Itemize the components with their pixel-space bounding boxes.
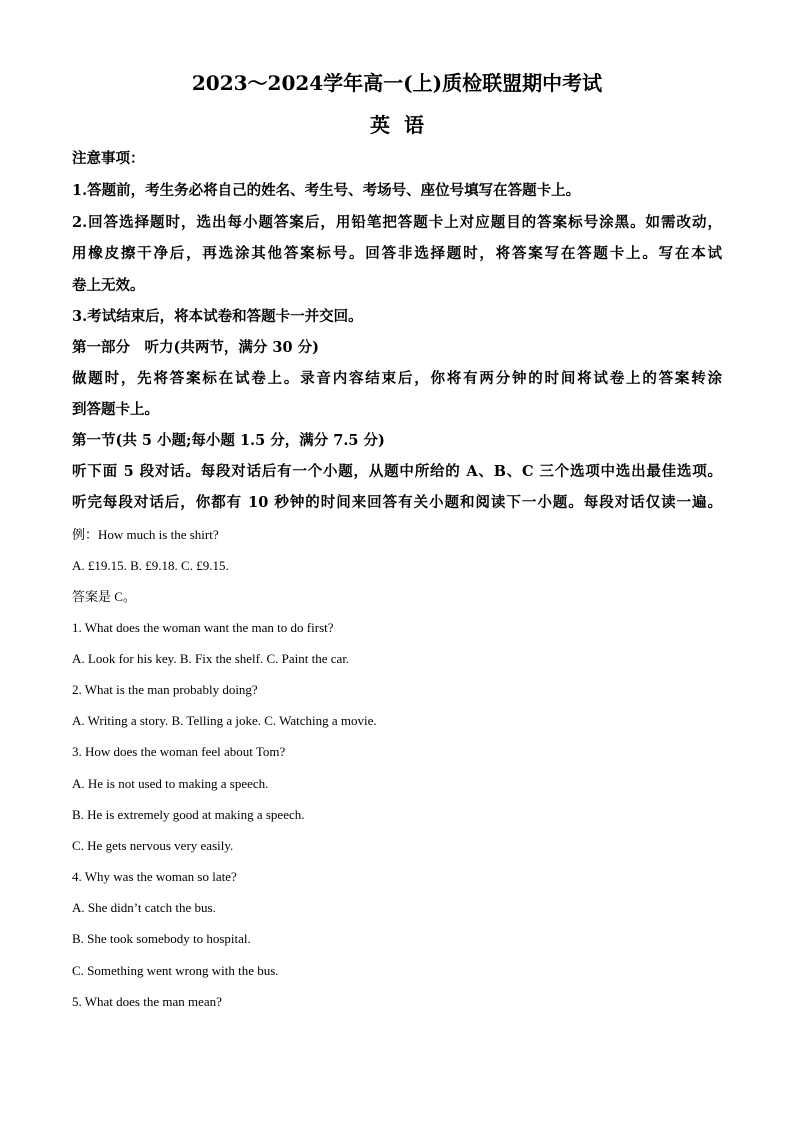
notes-item-2-line-3: 卷上无效。 [72,277,145,294]
question-4-option-a: A. She didn’t catch the bus. [72,900,216,915]
exam-title: 2023～2024学年高一(上)质检联盟期中考试 [191,71,603,95]
question-3-option-c: C. He gets nervous very easily. [72,838,234,853]
section1-instructions-line-1: 听下面 5 段对话。每段对话后有一个小题，从题中所给的 A、B、C 三个选项中选出最佳选项。 [72,463,722,480]
question-4-option-b: B. She took somebody to hospital. [72,931,251,946]
section1-instructions-line-2: 听完每段对话后，你都有 10 秒钟的时间来回答有关小题和阅读下一小题。每段对话仅读一遍。 [72,494,722,511]
example-options: A. £19.15. B. £9.18. C. £9.15. [72,558,229,573]
question-1-options: A. Look for his key. B. Fix the shelf. C. Paint the car. [72,651,350,666]
exam-subject: 英语 [370,113,438,137]
notes-item-2-line-1: 2.回答选择题时，选出每小题答案后，用铅笔把答题卡上对应题目的答案标号涂黑。如需改动， [72,214,722,231]
notes-item-1: 1.答题前，考生务必将自己的姓名、考生号、考场号、座位号填写在答题卡上。 [72,182,581,199]
question-5: 5. What does the man mean? [72,994,222,1009]
question-1: 1. What does the woman want the man to do first? [72,620,334,635]
notes-item-2-line-2: 用橡皮擦干净后，再选涂其他答案标号。回答非选择题时，将答案写在答题卡上。写在本试 [72,245,722,262]
question-4: 4. Why was the woman so late? [72,869,237,884]
question-3: 3. How does the woman feel about Tom? [72,744,286,759]
notes-item-3: 3.考试结束后，将本试卷和答题卡一并交回。 [72,308,363,325]
question-3-option-a: A. He is not used to making a speech. [72,776,269,791]
part1-heading: 第一部分 听力(共两节，满分 30 分) [72,339,319,356]
example-question: 例：How much is the shirt? [72,527,219,542]
question-3-option-b: B. He is extremely good at making a speech. [72,807,305,822]
question-4-option-c: C. Something went wrong with the bus. [72,963,279,978]
notes-heading: 注意事项： [72,150,145,167]
example-answer: 答案是 C。 [72,589,136,604]
part1-intro-line-1: 做题时，先将答案标在试卷上。录音内容结束后，你将有两分钟的时间将试卷上的答案转涂 [72,370,722,387]
question-2: 2. What is the man probably doing? [72,682,258,697]
section1-heading: 第一节(共 5 小题;每小题 1.5 分，满分 7.5 分) [72,432,385,449]
question-2-options: A. Writing a story. B. Telling a joke. C. Watching a movie. [72,713,377,728]
part1-intro-line-2: 到答题卡上。 [72,401,159,418]
